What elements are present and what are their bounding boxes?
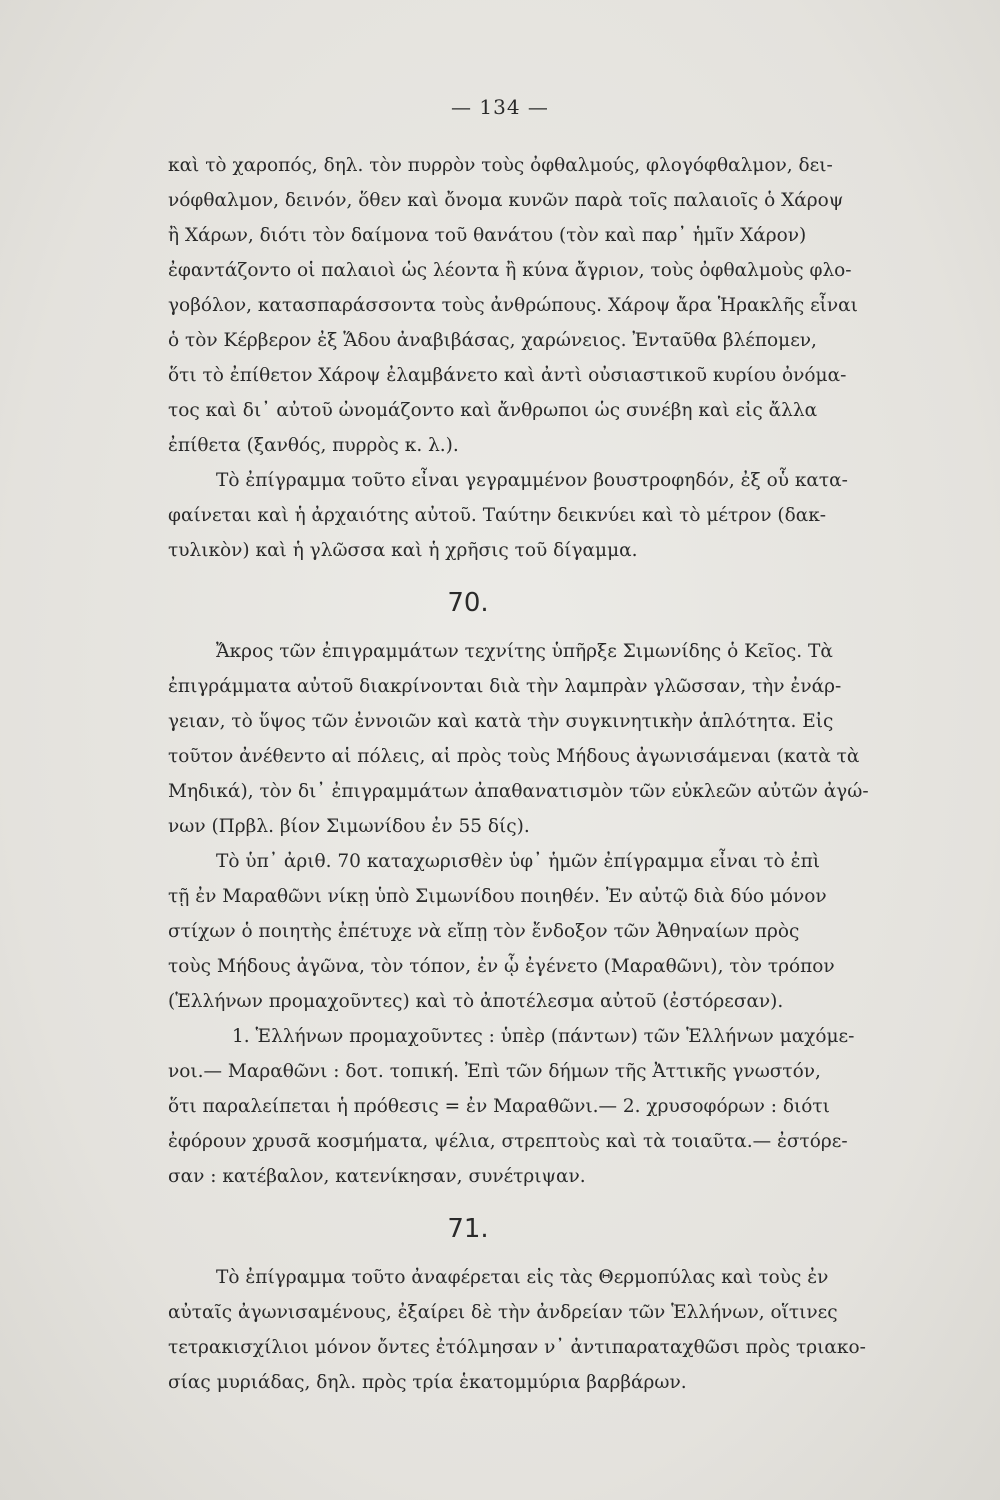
text-line: φαίνεται καὶ ἡ ἀρχαιότης αὐτοῦ. Ταύτην δεικνύει καὶ τὸ μέτρον (δακ- (168, 505, 827, 526)
text-line: ἐπίθετα (ξανθός, πυρρὸς κ. λ.). (168, 435, 459, 456)
text-line: (Ἑλλήνων προμαχοῦντες) καὶ τὸ ἀποτέλεσμα αὐτοῦ (ἐστόρεσαν). (168, 991, 784, 1012)
text-line: σίας μυριάδας, δηλ. πρὸς τρία ἑκατομμύρια βαρβάρων. (168, 1372, 687, 1393)
text-line: στίχων ὁ ποιητὴς ἐπέτυχε νὰ εἴπῃ τὸν ἔνδοξον τῶν Ἀθηναίων πρὸς (168, 921, 800, 942)
text-line: 1. Ἑλλήνων προμαχοῦντες : ὑπὲρ (πάντων) τῶν Ἑλλήνων μαχόμε- (232, 1026, 855, 1047)
text-line: τῇ ἐν Μαραθῶνι νίκῃ ὑπὸ Σιμωνίδου ποιηθέν. Ἐν αὐτῷ διὰ δύο μόνον (168, 886, 827, 907)
text-line: Ἄκρος τῶν ἐπιγραμμάτων τεχνίτης ὑπῆρξε Σιμωνίδης ὁ Κεῖος. Τὰ (216, 641, 833, 662)
text-line: τοὺς Μήδους ἀγῶνα, τὸν τόπον, ἐν ᾧ ἐγένετο (Μαραθῶνι), τὸν τρόπον (168, 956, 835, 977)
text-line: τοῦτον ἀνέθεντο αἱ πόλεις, αἱ πρὸς τοὺς Μήδους ἀγωνισάμεναι (κατὰ τὰ (168, 746, 860, 767)
text-line: νόφθαλμον, δεινόν, ὅθεν καὶ ὄνομα κυνῶν παρὰ τοῖς παλαιοῖς ὁ Χάροψ (168, 190, 844, 211)
text-line: τετρακισχίλιοι μόνον ὄντες ἐτόλμησαν ν᾽ ἀντιπαραταχθῶσι πρὸς τριακο- (168, 1337, 866, 1358)
text-line: ἢ Χάρων, διότι τὸν δαίμονα τοῦ θανάτου (τὸν καὶ παρ᾽ ἡμῖν Χάρον) (168, 225, 807, 246)
text-line: τος καὶ δι᾽ αὐτοῦ ὠνομάζοντο καὶ ἄνθρωποι ὡς συνέβη καὶ εἰς ἄλλα (168, 400, 818, 421)
page-body (168, 148, 869, 1400)
page-number: — 134 — (451, 95, 549, 119)
section-number-71: 71. (447, 1214, 489, 1244)
text-line: Μηδικά), τὸν δι᾽ ἐπιγραμμάτων ἀπαθανατισμὸν τῶν εὐκλεῶν αὐτῶν ἀγώ- (168, 781, 869, 802)
text-line: ἐφόρουν χρυσᾶ κοσμήματα, ψέλια, στρεπτοὺς καὶ τὰ τοιαῦτα.— ἐστόρε- (168, 1131, 848, 1152)
text-line: τυλικὸν) καὶ ἡ γλῶσσα καὶ ἡ χρῆσις τοῦ δίγαμμα. (168, 540, 638, 561)
text-line: καὶ τὸ χαροπός, δηλ. τὸν πυρρὸν τοὺς ὀφθαλμούς, φλογόφθαλμον, δει- (168, 155, 833, 176)
text-line: γοβόλον, κατασπαράσσοντα τοὺς ἀνθρώπους. Χάροψ ἄρα Ἡρακλῆς εἶναι (168, 295, 858, 316)
text-line: ὁ τὸν Κέρβερον ἐξ Ἅδου ἀναβιβάσας, χαρώνειος. Ἐνταῦθα βλέπομεν, (168, 330, 817, 351)
text-line: ἐφαντάζοντο οἱ παλαιοὶ ὡς λέοντα ἢ κύνα ἄγριον, τοὺς ὀφθαλμοὺς φλο- (168, 260, 852, 281)
text-line: ὅτι παραλείπεται ἡ πρόθεσις = ἐν Μαραθῶνι.— 2. χρυσοφόρων : διότι (168, 1096, 830, 1117)
text-line: νων (Πρβλ. βίον Σιμωνίδου ἐν 55 δίς). (168, 816, 530, 837)
text-line: Τὸ ἐπίγραμμα τοῦτο ἀναφέρεται εἰς τὰς Θερμοπύλας καὶ τοὺς ἐν (216, 1267, 829, 1288)
text-line: σαν : κατέβαλον, κατενίκησαν, συνέτριψαν. (168, 1166, 586, 1187)
text-line: αὐταῖς ἀγωνισαμένους, ἐξαίρει δὲ τὴν ἀνδρείαν τῶν Ἑλλήνων, οἵτινες (168, 1302, 838, 1323)
text-line: Τὸ ἐπίγραμμα τοῦτο εἶναι γεγραμμένον βουστροφηδόν, ἐξ οὗ κατα- (216, 470, 848, 491)
text-line: ὅτι τὸ ἐπίθετον Χάροψ ἐλαμβάνετο καὶ ἀντὶ οὐσιαστικοῦ κυρίου ὀνόμα- (168, 365, 847, 386)
text-line: νοι.— Μαραθῶνι : δοτ. τοπική. Ἐπὶ τῶν δήμων τῆς Ἀττικῆς γνωστόν, (168, 1061, 821, 1082)
text-line: Τὸ ὑπ᾽ ἀριθ. 70 καταχωρισθὲν ὑφ᾽ ἡμῶν ἐπίγραμμα εἶναι τὸ ἐπὶ (216, 851, 821, 872)
text-line: γειαν, τὸ ὕψος τῶν ἐννοιῶν καὶ κατὰ τὴν συγκινητικὴν ἁπλότητα. Εἰς (168, 711, 834, 732)
text-line: ἐπιγράμματα αὐτοῦ διακρίνονται διὰ τὴν λαμπρὰν γλῶσσαν, τὴν ἐνάρ- (168, 676, 842, 697)
section-number-70: 70. (447, 588, 489, 618)
